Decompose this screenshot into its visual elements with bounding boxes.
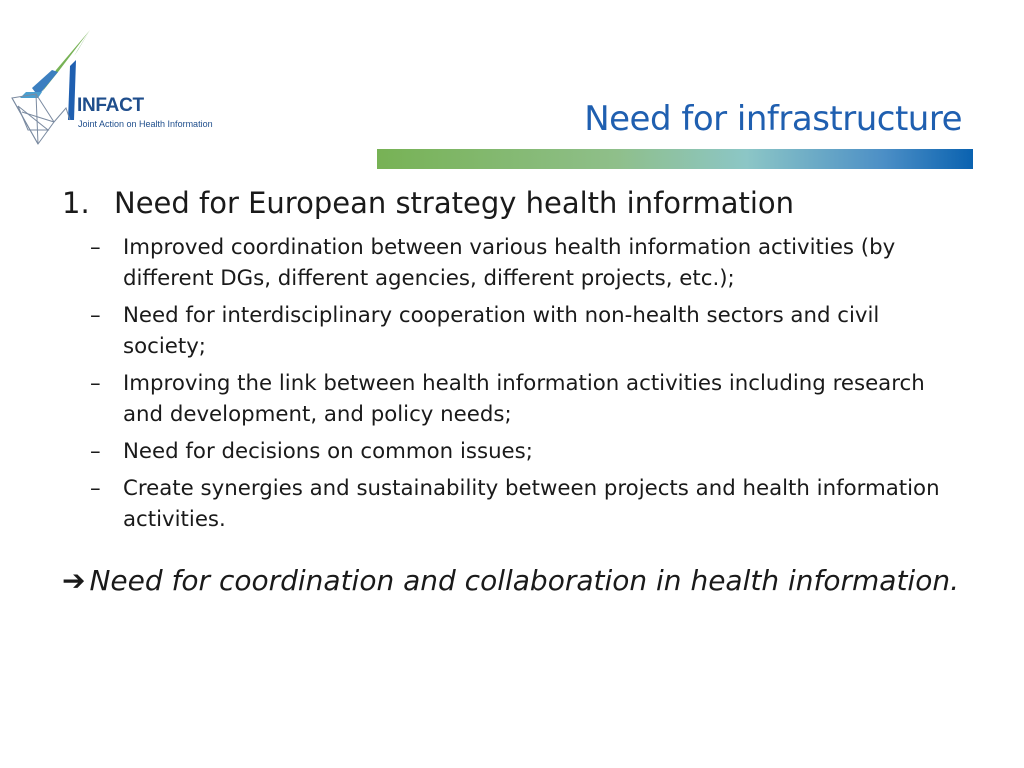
bullet-dash: –: [90, 439, 101, 464]
bullet-dash: –: [90, 476, 101, 501]
section-heading: [62, 186, 794, 220]
list-item: [0, 473, 968, 535]
bullet-text: Improved coordination between various health information activities (by different DGs, different agencies, different projects, etc.);: [123, 235, 896, 291]
list-item: [0, 300, 968, 362]
list-item: [0, 436, 968, 467]
section-heading-text: Need for European strategy health information: [114, 186, 795, 220]
slide-title: Need for infrastructure: [584, 99, 962, 139]
infact-logo-mark-icon: [8, 26, 98, 151]
title-gradient-bar: [377, 149, 973, 169]
bullet-list: [0, 232, 1000, 541]
section-number: 1.: [62, 186, 90, 220]
bullet-text: Improving the link between health information activities including research and development, and policy needs;: [123, 371, 925, 427]
conclusion-text: [62, 562, 962, 600]
arrow-right-icon: ➔: [62, 564, 86, 597]
bullet-text: Need for interdisciplinary cooperation with non-health sectors and civil society;: [123, 303, 880, 359]
bullet-dash: –: [90, 303, 101, 328]
list-item: [0, 232, 968, 294]
bullet-text: Create synergies and sustainability between projects and health information activities.: [123, 476, 940, 532]
logo-tagline: Joint Action on Health Information: [78, 119, 213, 129]
bullet-dash: –: [90, 235, 101, 260]
logo-wordmark-part1: INF: [77, 95, 106, 116]
logo-wordmark: [77, 95, 144, 117]
infact-logo: [8, 26, 238, 151]
logo-wordmark-part2: ACT: [105, 95, 144, 116]
list-item: [0, 368, 968, 430]
conclusion-body: Need for coordination and collaboration in health information.: [89, 564, 959, 597]
bullet-dash: –: [90, 371, 101, 396]
bullet-text: Need for decisions on common issues;: [123, 439, 533, 464]
